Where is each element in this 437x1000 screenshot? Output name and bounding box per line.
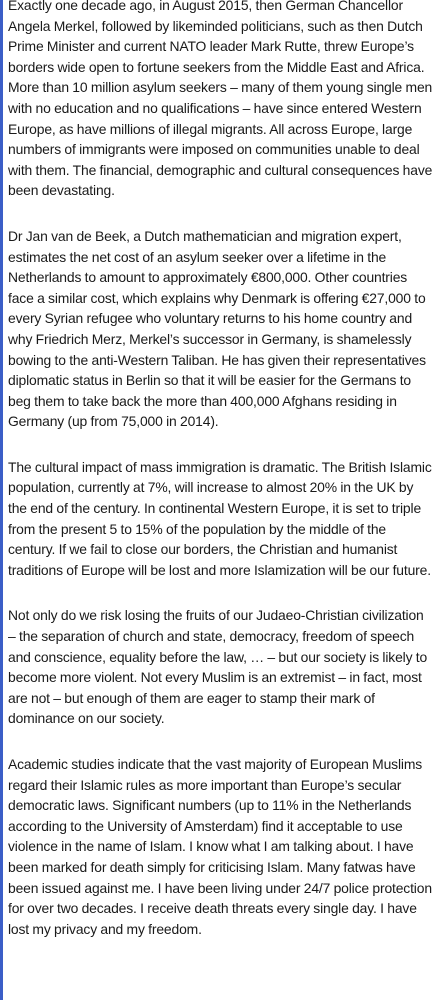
- paragraph-3: The cultural impact of mass immigration is dramatic. The British Islamic population, currently at 7%, will increase to almost 20% in the UK by the end of the century. In continental Western Europe, it is set to triple from the present 5 to 15% of the population by the middle of the century. If we fail to close our borders, the Christian and humanist traditions of Europe will be lost and more Islamization will be our future.: [8, 458, 432, 578]
- paragraph-1: Exactly one decade ago, in August 2015, then German Chancellor Angela Merkel, followed by likeminded politicians, such as then Dutch Prime Minister and current NATO leader Mark Rutte, threw Europe’s borders wide open to fortune seekers from the Middle East and Africa. More than 10 million asylum seekers – many of them young single men with no education and no qualifications – have since entered Western Europe, as have millions of illegal migrants. All across Europe, large numbers of immigrants were imposed on communities unable to deal with them. The financial, demographic and cultural consequences have been devastating.: [8, 0, 433, 199]
- article-body: [8, 0, 434, 964]
- left-accent-bar: [0, 0, 3, 1000]
- paragraph-5: Academic studies indicate that the vast majority of European Muslims regard their Islamic rules as more important than Europe’s secular democratic laws. Significant numbers (up to 11% in the Netherlands according to the University of Amsterdam) find it acceptable to use violence in the name of Islam. I know what I am talking about. I have been marked for death simply for criticising Islam. Many fatwas have been issued against me. I have been living under 24/7 police protection for over two decades. I receive death threats every single day. I have lost my privacy and my freedom.: [8, 756, 432, 937]
- paragraph-2: Dr Jan van de Beek, a Dutch mathematician and migration expert, estimates the net cost of an asylum seeker over a lifetime in the Netherlands to amount to approximately €800,000. Other countries face a similar cost, which explains why Denmark is offering €27,000 to every Syrian refugee who voluntary returns to his home country and why Friedrich Merz, Merkel’s successor in Germany, is shamelessly bowing to the anti-Western Taliban. He has given their representatives diplomatic status in Berlin so that it will be easier for the Germans to beg them to take back the more than 400,000 Afghans residing in Germany (up from 75,000 in 2014).: [8, 227, 426, 430]
- paragraph-4: Not only do we risk losing the fruits of our Judaeo-Christian civilization – the separation of church and state, democracy, freedom of speech and conscience, equality before the law, … – but our society is likely to become more violent. Not every Muslim is an extremist – in fact, most are not – but enough of them are eager to stamp their mark of dominance on our society.: [8, 607, 428, 727]
